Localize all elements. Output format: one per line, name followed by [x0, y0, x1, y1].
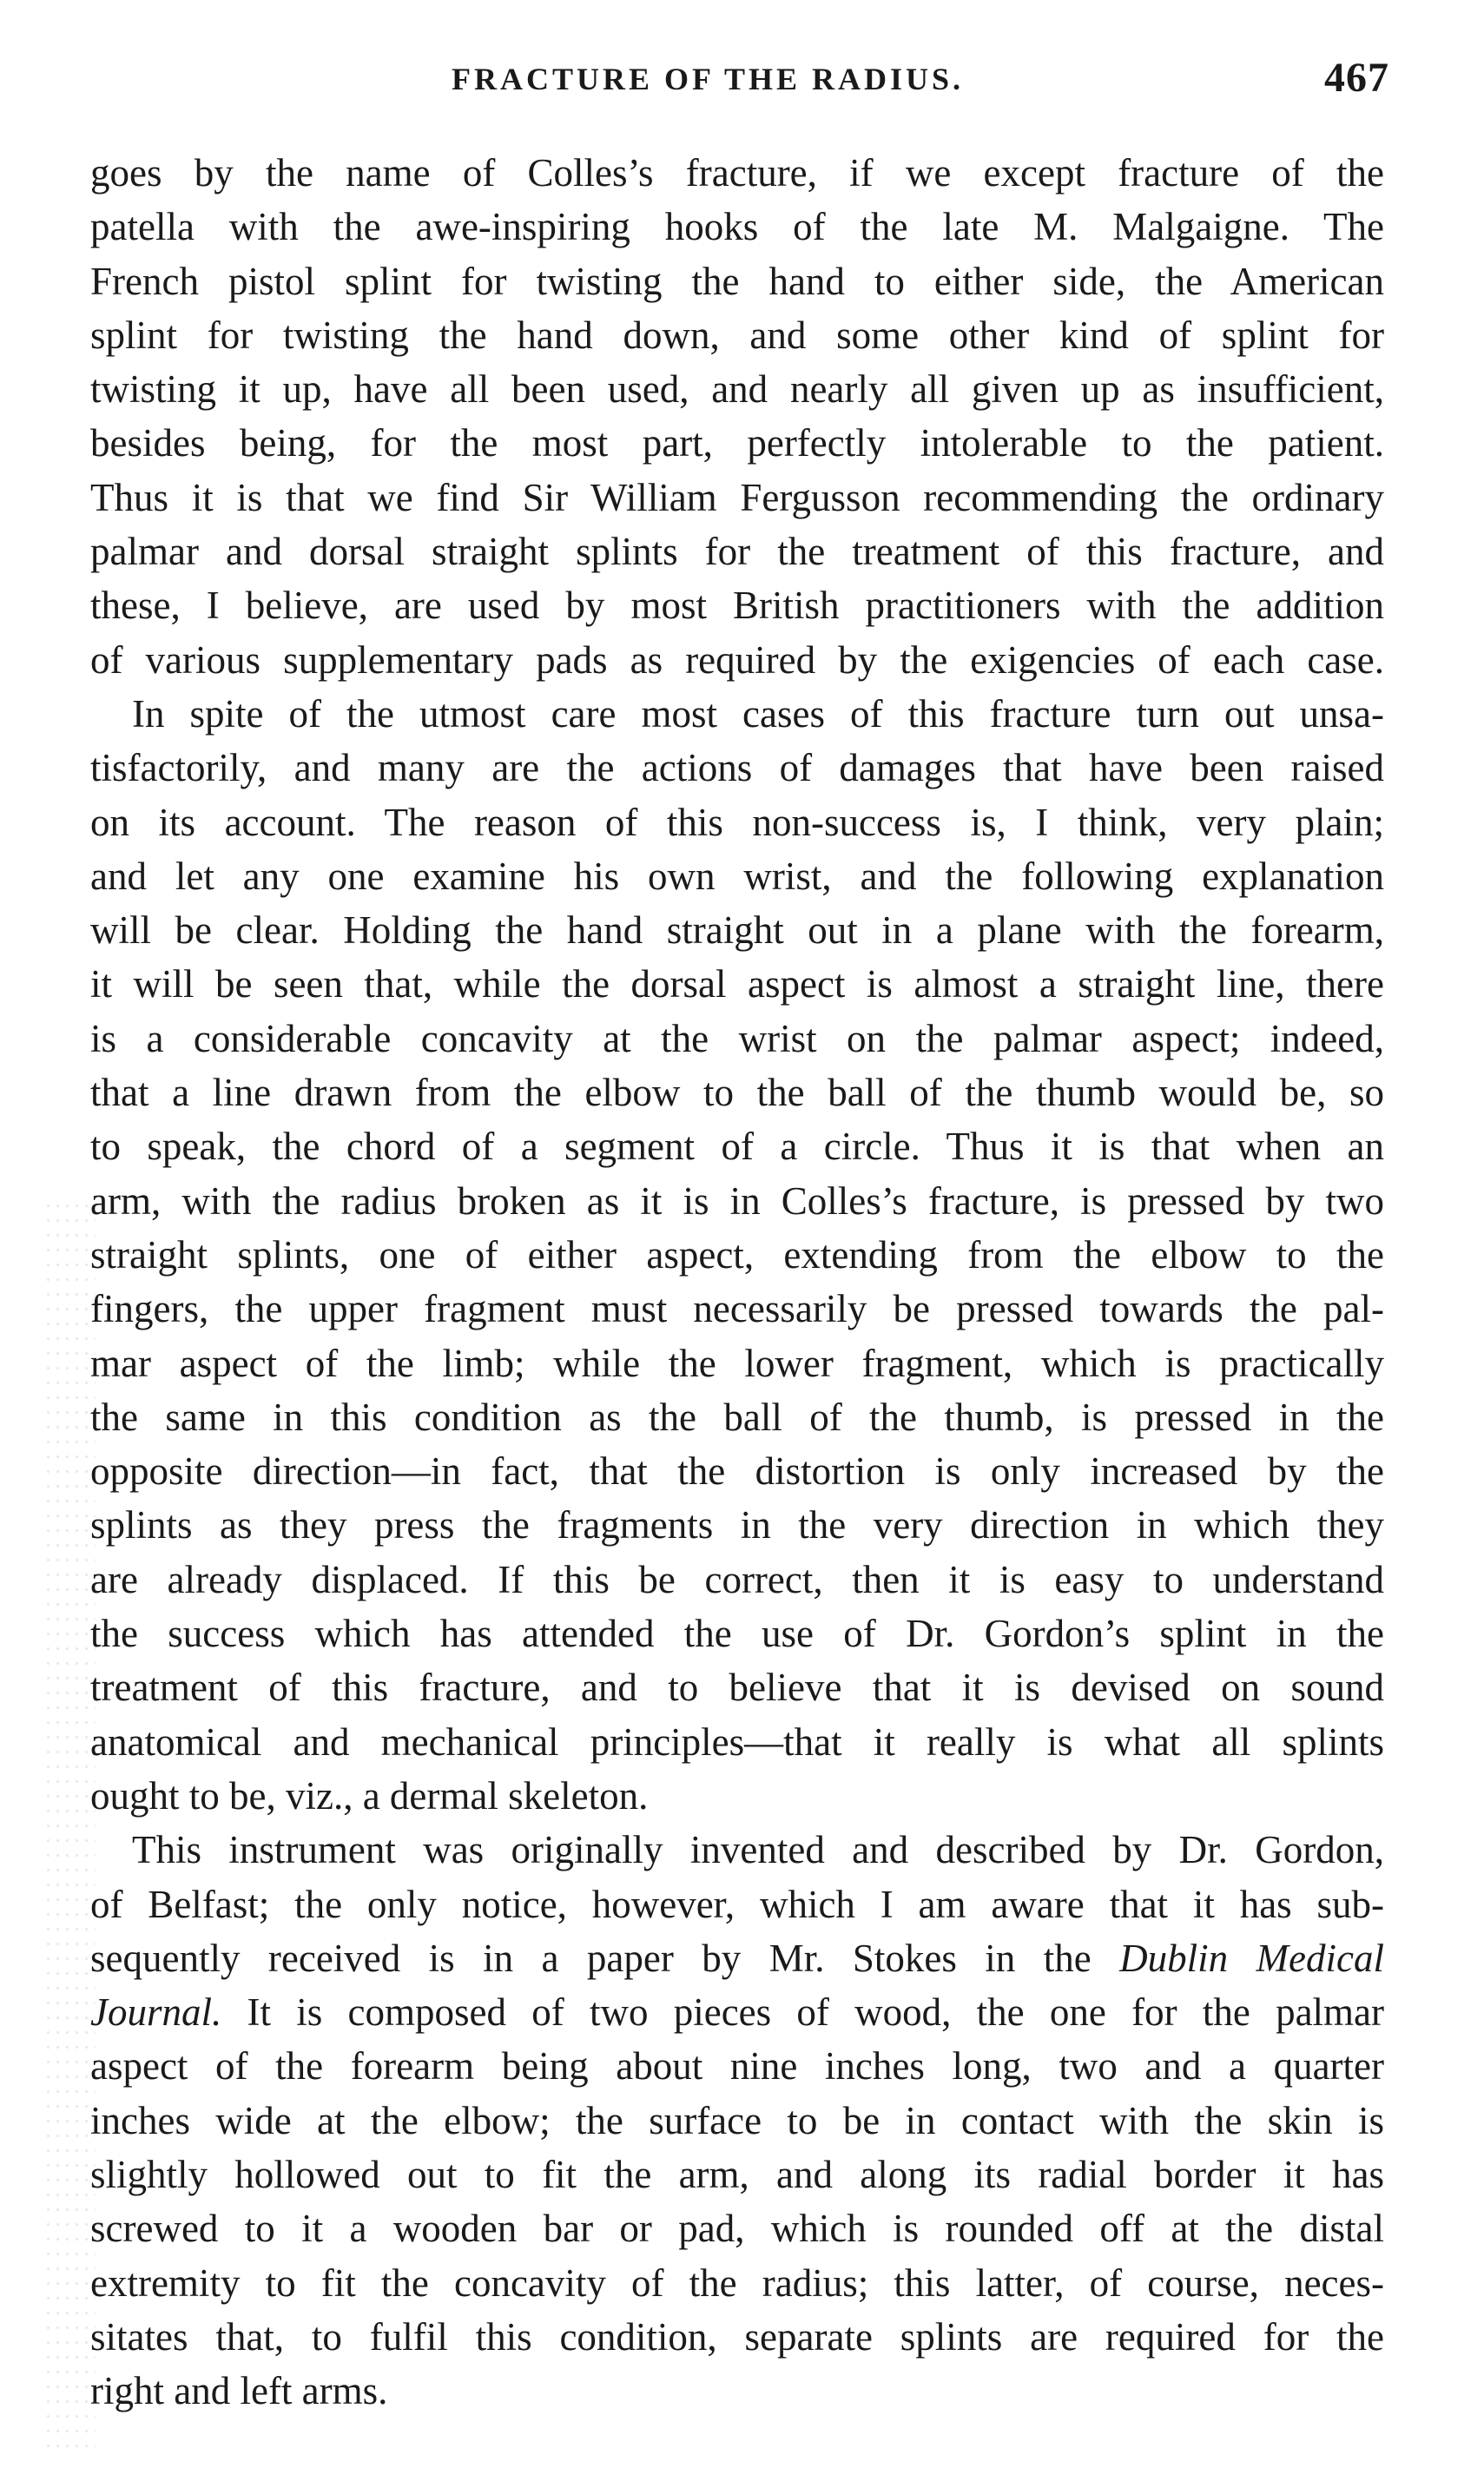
text-line: aspect of the forearm being about nine inches long, two and a quarter — [90, 2044, 1384, 2089]
body-text — [90, 146, 1384, 2418]
text-line: are already displaced. If this be correct, then it is easy to understand — [90, 1557, 1384, 1601]
text-line: In spite of the utmost care most cases of this fracture turn out unsa- — [132, 691, 1384, 736]
text-line: on its account. The reason of this non-success is, I think, very plain; — [90, 800, 1384, 844]
scan-speckle-decoration — [43, 1198, 96, 2449]
running-head-title: FRACTURE OF THE RADIUS. — [452, 62, 965, 96]
text-line: treatment of this fracture, and to believe that it is devised on sound — [90, 1666, 1384, 1710]
text-line: palmar and dorsal straight splints for the treatment of this fracture, and — [90, 530, 1384, 574]
text-line: Thus it is that we find Sir William Fergusson recommending the ordinary — [90, 475, 1384, 519]
text-line: inches wide at the elbow; the surface to be in contact with the skin is — [90, 2098, 1384, 2142]
text-line: it will be seen that, while the dorsal aspect is almost a straight line, there — [90, 962, 1384, 1006]
text-line: opposite direction—in fact, that the distortion is only increased by the — [90, 1449, 1384, 1494]
text-fragment: It is composed of two pieces of wood, the one for the palmar — [247, 1990, 1384, 2035]
text-line: slightly hollowed out to fit the arm, and along its radial border it has — [90, 2152, 1384, 2196]
text-line: twisting it up, have all been used, and nearly all given up as insufficient, — [90, 367, 1384, 412]
text-line: fingers, the upper fragment must necessarily be pressed towards the pal- — [90, 1287, 1384, 1331]
text-line: the same in this condition as the ball of the thumb, is pressed in the — [90, 1395, 1384, 1439]
text-line: is a considerable concavity at the wrist on the palmar aspect; indeed, — [90, 1016, 1384, 1060]
journal-word-italic: Journal. — [90, 1990, 222, 2035]
text-fragment: sequently received is in a paper by Mr. Stokes in the — [90, 1936, 1092, 1980]
text-line: screwed to it a wooden bar or pad, which is rounded off at the distal — [90, 2207, 1384, 2251]
text-line: of Belfast; the only notice, however, which I am aware that it has sub- — [90, 1882, 1384, 1926]
text-line: This instrument was originally invented and described by Dr. Gordon, — [132, 1828, 1384, 1872]
paragraph-1 — [90, 146, 1384, 687]
text-line: straight splints, one of either aspect, extending from the elbow to the — [90, 1232, 1384, 1277]
text-line: French pistol splint for twisting the hand to either side, the American — [90, 259, 1384, 303]
text-line: and let any one examine his own wrist, and the following explanation — [90, 854, 1384, 898]
text-line: ought to be, viz., a dermal skeleton. — [90, 1773, 649, 1818]
text-line: right and left arms. — [90, 2369, 388, 2413]
text-line: splints as they press the fragments in the very direction in which they — [90, 1503, 1384, 1548]
running-head — [87, 54, 1407, 106]
text-line: to speak, the chord of a segment of a circle. Thus it is that when an — [90, 1125, 1384, 1169]
text-line: extremity to fit the concavity of the radius; this latter, of course, neces- — [90, 2260, 1384, 2305]
text-line: patella with the awe-inspiring hooks of the late M. Malgaigne. The — [90, 205, 1384, 249]
paragraph-3 — [90, 1823, 1384, 2418]
text-line-with-italic — [90, 1985, 1384, 2039]
text-line: besides being, for the most part, perfectly intolerable to the patient. — [90, 421, 1384, 465]
text-line: mar aspect of the limb; while the lower fragment, which is practically — [90, 1341, 1384, 1385]
journal-title-italic: Dublin Medical — [1119, 1936, 1384, 1980]
text-line: sitates that, to fulfil this condition, separate splints are required for the — [90, 2314, 1384, 2359]
paragraph-2 — [90, 687, 1384, 1823]
text-line: of various supplementary pads as required by the exigencies of each case. — [90, 637, 1384, 682]
page-number: 467 — [1324, 55, 1389, 101]
text-line-with-italic — [90, 1931, 1384, 1985]
text-line: splint for twisting the hand down, and some other kind of splint for — [90, 313, 1384, 357]
text-line: the success which has attended the use of Dr. Gordon’s splint in the — [90, 1612, 1384, 1656]
text-line: goes by the name of Colles’s fracture, if we except fracture of the — [90, 151, 1384, 195]
text-line: anatomical and mechanical principles—that it really is what all splints — [90, 1719, 1384, 1764]
text-line: tisfactorily, and many are the actions of damages that have been raised — [90, 746, 1384, 790]
text-line: these, I believe, are used by most British practitioners with the addition — [90, 584, 1384, 628]
text-line: will be clear. Holding the hand straight out in a plane with the forearm, — [90, 908, 1384, 953]
text-line: that a line drawn from the elbow to the ball of the thumb would be, so — [90, 1071, 1384, 1115]
text-line: arm, with the radius broken as it is in Colles’s fracture, is pressed by two — [90, 1178, 1384, 1223]
